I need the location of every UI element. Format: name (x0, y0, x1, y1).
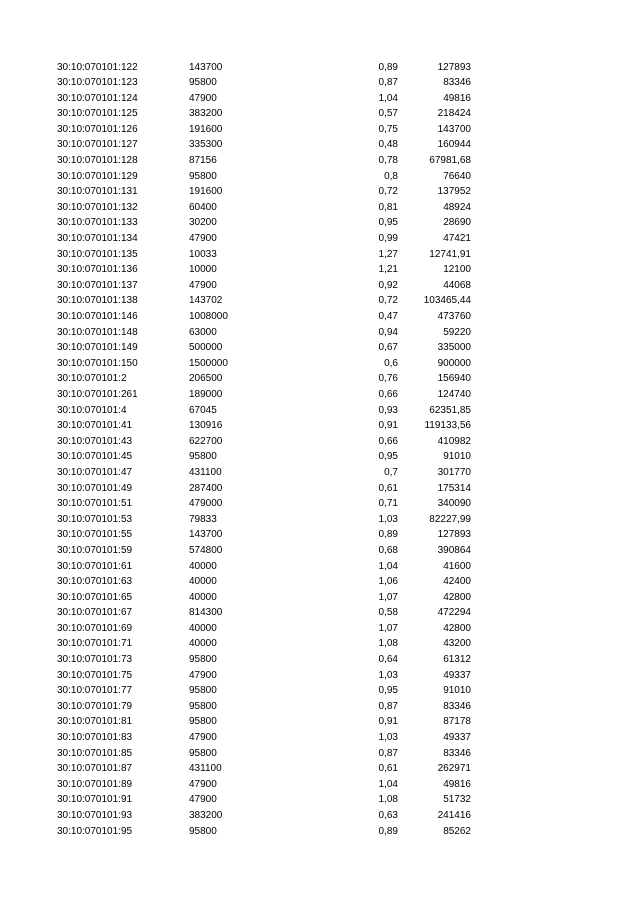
cadastral-number-cell: 30:10:070101:133 (57, 217, 138, 229)
cadastral-number-cell: 30:10:070101:91 (57, 794, 133, 806)
value-cell: 143700 (189, 61, 223, 73)
value-cell: 47900 (189, 778, 217, 790)
table-row (0, 636, 640, 652)
value-cell: 95800 (189, 451, 217, 463)
result-cell: 48924 (443, 201, 471, 213)
cadastral-number-cell: 30:10:070101:67 (57, 607, 133, 619)
coefficient-cell: 0,89 (378, 529, 398, 541)
table-row (0, 465, 640, 481)
cadastral-number-cell: 30:10:070101:126 (57, 123, 138, 135)
result-cell: 41600 (443, 560, 471, 572)
coefficient-cell: 0,47 (378, 311, 398, 322)
table-row (0, 792, 640, 808)
coefficient-cell: 0,91 (378, 716, 398, 728)
value-cell: 130916 (189, 420, 223, 432)
coefficient-cell: 1,04 (378, 778, 398, 790)
value-cell: 40000 (189, 591, 217, 603)
coefficient-cell: 0,63 (378, 810, 398, 821)
value-cell: 63000 (189, 326, 217, 338)
coefficient-cell: 0,7 (384, 466, 398, 478)
cadastral-number-cell: 30:10:070101:79 (57, 700, 133, 712)
coefficient-cell: 1,21 (378, 264, 398, 276)
cadastral-number-cell: 30:10:070101:135 (57, 248, 138, 260)
cadastral-number-cell: 30:10:070101:43 (57, 435, 133, 447)
coefficient-cell: 0,87 (378, 747, 398, 759)
coefficient-cell: 0,64 (378, 654, 398, 666)
table-row (0, 340, 640, 356)
cadastral-number-cell: 30:10:070101:49 (57, 482, 133, 494)
value-cell: 479000 (189, 498, 223, 510)
value-cell: 189000 (189, 388, 223, 400)
coefficient-cell: 1,07 (378, 622, 398, 634)
cadastral-number-cell: 30:10:070101:85 (57, 747, 133, 759)
cadastral-number-cell: 30:10:070101:4 (57, 404, 127, 416)
coefficient-cell: 0,72 (378, 186, 398, 198)
table-row (0, 605, 640, 621)
result-cell: 241416 (437, 810, 471, 821)
table-row (0, 403, 640, 419)
value-cell: 95800 (189, 77, 217, 89)
coefficient-cell: 0,87 (378, 77, 398, 89)
cadastral-number-cell: 30:10:070101:63 (57, 576, 133, 588)
result-cell: 42800 (443, 591, 471, 603)
value-cell: 143702 (189, 295, 223, 307)
cadastral-number-cell: 30:10:070101:131 (57, 186, 138, 198)
cadastral-number-cell: 30:10:070101:95 (57, 825, 133, 837)
cadastral-number-cell: 30:10:070101:137 (57, 279, 138, 291)
value-cell: 95800 (189, 747, 217, 759)
result-cell: 83346 (443, 77, 471, 89)
cadastral-number-cell: 30:10:070101:123 (57, 77, 138, 89)
value-cell: 47900 (189, 233, 217, 245)
table-row (0, 418, 640, 434)
table-row (0, 387, 640, 403)
table-row (0, 75, 640, 91)
coefficient-cell: 1,04 (378, 92, 398, 104)
value-cell: 500000 (189, 342, 223, 354)
coefficient-cell: 0,95 (378, 685, 398, 697)
coefficient-cell: 0,66 (378, 435, 398, 447)
result-cell: 91010 (443, 451, 471, 463)
value-cell: 95800 (189, 716, 217, 728)
result-cell: 76640 (443, 170, 471, 182)
cadastral-number-cell: 30:10:070101:93 (57, 810, 133, 821)
result-cell: 82227,99 (429, 513, 471, 525)
coefficient-cell: 0,48 (378, 139, 398, 151)
value-cell: 40000 (189, 576, 217, 588)
result-cell: 85262 (443, 825, 471, 837)
table-row (0, 278, 640, 294)
value-cell: 47900 (189, 794, 217, 806)
table-row (0, 356, 640, 372)
table-row (0, 652, 640, 668)
coefficient-cell: 0,95 (378, 217, 398, 229)
coefficient-cell: 0,76 (378, 373, 398, 385)
cadastral-number-cell: 30:10:070101:89 (57, 778, 133, 790)
cadastral-number-cell: 30:10:070101:73 (57, 654, 133, 666)
table-row (0, 621, 640, 637)
table-row (0, 200, 640, 216)
value-cell: 87156 (189, 155, 217, 167)
table-row (0, 668, 640, 684)
value-cell: 47900 (189, 732, 217, 744)
value-cell: 383200 (189, 108, 223, 120)
cadastral-number-cell: 30:10:070101:69 (57, 622, 133, 634)
result-cell: 900000 (437, 357, 471, 369)
result-cell: 119133,56 (424, 420, 471, 432)
coefficient-cell: 0,95 (378, 451, 398, 463)
cadastral-number-cell: 30:10:070101:150 (57, 357, 138, 369)
table-row (0, 496, 640, 512)
value-cell: 431100 (189, 466, 222, 478)
table-row (0, 325, 640, 341)
coefficient-cell: 1,04 (378, 560, 398, 572)
data-table (0, 60, 640, 840)
table-row (0, 824, 640, 840)
table-row (0, 590, 640, 606)
table-row (0, 309, 640, 325)
value-cell: 1500000 (189, 357, 228, 369)
value-cell: 79833 (189, 513, 217, 525)
result-cell: 156940 (437, 373, 471, 385)
value-cell: 40000 (189, 638, 217, 650)
cadastral-number-cell: 30:10:070101:77 (57, 685, 133, 697)
coefficient-cell: 0,71 (378, 498, 398, 510)
coefficient-cell: 0,72 (378, 295, 398, 307)
cadastral-number-cell: 30:10:070101:41 (57, 420, 133, 432)
table-row (0, 808, 640, 824)
table-row (0, 60, 640, 76)
table-row (0, 91, 640, 107)
value-cell: 67045 (189, 404, 217, 416)
result-cell: 127893 (437, 61, 471, 73)
cadastral-number-cell: 30:10:070101:261 (57, 388, 138, 400)
table-row (0, 730, 640, 746)
cadastral-number-cell: 30:10:070101:81 (57, 716, 133, 728)
result-cell: 44068 (443, 279, 471, 291)
result-cell: 49816 (443, 92, 471, 104)
cadastral-number-cell: 30:10:070101:149 (57, 342, 138, 354)
value-cell: 47900 (189, 669, 217, 681)
value-cell: 10000 (189, 264, 217, 276)
cadastral-number-cell: 30:10:070101:59 (57, 544, 133, 556)
table-row (0, 449, 640, 465)
result-cell: 137952 (437, 186, 471, 198)
value-cell: 40000 (189, 622, 217, 634)
cadastral-number-cell: 30:10:070101:148 (57, 326, 138, 338)
value-cell: 10033 (189, 248, 217, 260)
cadastral-number-cell: 30:10:070101:53 (57, 513, 133, 525)
value-cell: 143700 (189, 529, 223, 541)
cadastral-number-cell: 30:10:070101:127 (57, 139, 138, 151)
value-cell: 95800 (189, 170, 217, 182)
coefficient-cell: 1,27 (378, 248, 398, 260)
value-cell: 622700 (189, 435, 223, 447)
result-cell: 42400 (443, 576, 471, 588)
cadastral-number-cell: 30:10:070101:55 (57, 529, 133, 541)
result-cell: 124740 (437, 388, 471, 400)
result-cell: 335000 (437, 342, 471, 354)
table-row (0, 527, 640, 543)
table-row (0, 122, 640, 138)
cadastral-number-cell: 30:10:070101:136 (57, 264, 138, 276)
cadastral-number-cell: 30:10:070101:134 (57, 233, 138, 245)
table-row (0, 371, 640, 387)
coefficient-cell: 0,61 (378, 482, 398, 494)
table-row (0, 714, 640, 730)
coefficient-cell: 0,93 (378, 404, 398, 416)
cadastral-number-cell: 30:10:070101:129 (57, 170, 138, 182)
value-cell: 287400 (189, 482, 223, 494)
table-row (0, 434, 640, 450)
cadastral-number-cell: 30:10:070101:125 (57, 108, 138, 120)
value-cell: 191600 (189, 186, 223, 198)
table-row (0, 777, 640, 793)
result-cell: 47421 (443, 233, 471, 245)
table-row (0, 543, 640, 559)
table-row (0, 559, 640, 575)
value-cell: 574800 (189, 544, 223, 556)
result-cell: 160944 (437, 139, 471, 151)
result-cell: 410982 (437, 435, 471, 447)
coefficient-cell: 0,92 (378, 279, 398, 291)
cadastral-number-cell: 30:10:070101:87 (57, 763, 133, 775)
result-cell: 301770 (437, 466, 471, 478)
coefficient-cell: 1,03 (378, 513, 398, 525)
cadastral-number-cell: 30:10:070101:2 (57, 373, 127, 385)
result-cell: 143700 (437, 123, 471, 135)
result-cell: 175314 (437, 482, 471, 494)
coefficient-cell: 0,67 (378, 342, 398, 354)
table-row (0, 761, 640, 777)
coefficient-cell: 0,8 (384, 170, 398, 182)
table-row (0, 699, 640, 715)
result-cell: 390864 (437, 544, 471, 556)
table-row (0, 169, 640, 185)
result-cell: 42800 (443, 622, 471, 634)
result-cell: 67981,68 (429, 155, 471, 167)
result-cell: 91010 (443, 685, 471, 697)
value-cell: 95800 (189, 700, 217, 712)
coefficient-cell: 0,91 (378, 420, 398, 432)
coefficient-cell: 1,07 (378, 591, 398, 603)
coefficient-cell: 0,6 (384, 357, 398, 369)
table-row (0, 293, 640, 309)
result-cell: 12100 (443, 264, 471, 276)
table-row (0, 746, 640, 762)
table-row (0, 215, 640, 231)
coefficient-cell: 0,94 (378, 326, 398, 338)
cadastral-number-cell: 30:10:070101:146 (57, 311, 138, 322)
coefficient-cell: 1,03 (378, 732, 398, 744)
coefficient-cell: 0,78 (378, 155, 398, 167)
coefficient-cell: 1,06 (378, 576, 398, 588)
coefficient-cell: 1,08 (378, 794, 398, 806)
value-cell: 206500 (189, 373, 223, 385)
coefficient-cell: 0,99 (378, 233, 398, 245)
cadastral-number-cell: 30:10:070101:47 (57, 466, 133, 478)
result-cell: 59220 (443, 326, 471, 338)
value-cell: 431100 (189, 763, 222, 775)
table-row (0, 153, 640, 169)
table-row (0, 247, 640, 263)
cadastral-number-cell: 30:10:070101:122 (57, 61, 138, 73)
value-cell: 30200 (189, 217, 217, 229)
cadastral-number-cell: 30:10:070101:75 (57, 669, 133, 681)
result-cell: 262971 (437, 763, 471, 775)
table-row (0, 683, 640, 699)
value-cell: 814300 (189, 607, 223, 619)
value-cell: 47900 (189, 92, 217, 104)
result-cell: 51732 (443, 794, 471, 806)
cadastral-number-cell: 30:10:070101:138 (57, 295, 138, 307)
cadastral-number-cell: 30:10:070101:51 (57, 498, 133, 510)
table-row (0, 231, 640, 247)
table-row (0, 481, 640, 497)
table-row (0, 184, 640, 200)
value-cell: 60400 (189, 201, 217, 213)
result-cell: 472294 (437, 607, 471, 619)
value-cell: 47900 (189, 279, 217, 291)
result-cell: 87178 (443, 716, 471, 728)
cadastral-number-cell: 30:10:070101:61 (57, 560, 133, 572)
coefficient-cell: 0,89 (378, 825, 398, 837)
cadastral-number-cell: 30:10:070101:65 (57, 591, 133, 603)
cadastral-number-cell: 30:10:070101:128 (57, 155, 138, 167)
coefficient-cell: 0,87 (378, 700, 398, 712)
coefficient-cell: 0,81 (378, 201, 398, 213)
value-cell: 95800 (189, 825, 217, 837)
coefficient-cell: 0,57 (378, 108, 398, 120)
coefficient-cell: 1,03 (378, 669, 398, 681)
value-cell: 335300 (189, 139, 223, 151)
value-cell: 191600 (189, 123, 223, 135)
result-cell: 83346 (443, 747, 471, 759)
value-cell: 95800 (189, 685, 217, 697)
result-cell: 127893 (437, 529, 471, 541)
value-cell: 383200 (189, 810, 223, 821)
result-cell: 473760 (437, 311, 471, 322)
result-cell: 103465,44 (423, 295, 471, 307)
cadastral-number-cell: 30:10:070101:45 (57, 451, 133, 463)
table-row (0, 262, 640, 278)
value-cell: 1008000 (189, 311, 228, 322)
result-cell: 218424 (437, 108, 471, 120)
coefficient-cell: 1,08 (378, 638, 398, 650)
cadastral-number-cell: 30:10:070101:124 (57, 92, 138, 104)
coefficient-cell: 0,89 (378, 61, 398, 73)
result-cell: 49337 (443, 669, 471, 681)
result-cell: 340090 (437, 498, 471, 510)
table-row (0, 106, 640, 122)
result-cell: 43200 (443, 638, 471, 650)
cadastral-number-cell: 30:10:070101:132 (57, 201, 138, 213)
result-cell: 49337 (443, 732, 471, 744)
result-cell: 28690 (443, 217, 471, 229)
value-cell: 95800 (189, 654, 217, 666)
result-cell: 12741,91 (429, 248, 471, 260)
result-cell: 62351,85 (429, 404, 471, 416)
coefficient-cell: 0,66 (378, 388, 398, 400)
coefficient-cell: 0,75 (378, 123, 398, 135)
cadastral-number-cell: 30:10:070101:83 (57, 732, 133, 744)
table-row (0, 137, 640, 153)
result-cell: 61312 (443, 654, 471, 666)
table-row (0, 512, 640, 528)
table-row (0, 574, 640, 590)
result-cell: 83346 (443, 700, 471, 712)
result-cell: 49816 (443, 778, 471, 790)
coefficient-cell: 0,68 (378, 544, 398, 556)
coefficient-cell: 0,58 (378, 607, 398, 619)
cadastral-number-cell: 30:10:070101:71 (57, 638, 133, 650)
coefficient-cell: 0,61 (378, 763, 398, 775)
value-cell: 40000 (189, 560, 217, 572)
